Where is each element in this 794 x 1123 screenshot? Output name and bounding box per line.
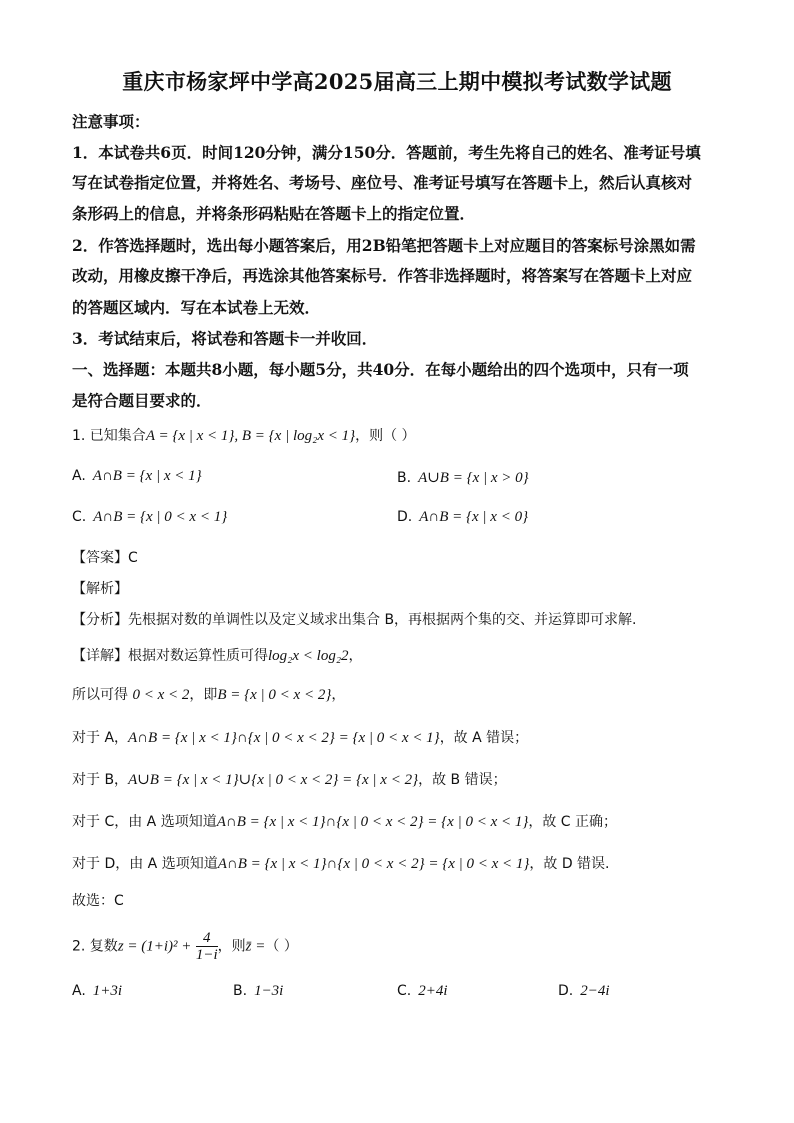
section-heading-cont: 是符合题目要求的．: [72, 391, 212, 410]
q1-answer: 【答案】C: [72, 550, 138, 566]
q1-step-d: 对于 D，由 A 选项知道A∩B = {x | x < 1}∩{x | 0 < x < 2} = {x | 0 < x < 1}，故 D 错误.: [72, 856, 610, 872]
notice-heading: 注意事项：: [72, 112, 150, 131]
q1-option-a: A. A∩B = {x | x < 1}: [72, 468, 202, 484]
q2-fraction: $\frac{4}{1-i}$: [195, 930, 218, 963]
page-title: 重庆市杨家坪中学高2025届高三上期中模拟考试数学试题: [122, 69, 672, 94]
q1-option-c: C. A∩B = {x | 0 < x < 1}: [72, 509, 228, 525]
q1-detail: 【详解】根据对数运算性质可得log₂x < log₂2，: [72, 648, 363, 664]
q1-conclusion: 故选：C: [72, 893, 124, 909]
notice-line: 2．作答选择题时，选出每小题答案后，用2B铅笔把答题卡上对应题目的答案标号涂黑如需: [72, 236, 696, 255]
q1-step-c: 对于 C，由 A 选项知道A∩B = {x | x < 1}∩{x | 0 < x < 2} = {x | 0 < x < 1}，故 C 正确；: [72, 814, 618, 830]
notice-line: 条形码上的信息，并将条形码粘贴在答题卡上的指定位置．: [72, 204, 476, 223]
section-heading: 一、选择题：本题共8小题，每小题5分，共40分．在每小题给出的四个选项中，只有一项: [72, 360, 689, 379]
notice-line: 的答题区域内．写在本试卷上无效．: [72, 298, 321, 317]
q1-step-b: 对于 B，A∪B = {x | x < 1}∪{x | 0 < x < 2} = {x | x < 2}，故 B 错误；: [72, 772, 507, 788]
notice-line: 1．本试卷共6页．时间120分钟，满分150分．答题前，考生先将自己的姓名、准考证号填: [72, 143, 701, 162]
q2-option-b: B. 1−3i: [233, 983, 284, 999]
q2-option-c: C. 2+4i: [397, 983, 448, 999]
notice-line: 写在试卷指定位置，并将姓名、考场号、座位号、准考证号填写在答题卡上，然后认真核对: [72, 173, 693, 192]
notice-line: 3．考试结束后，将试卷和答题卡一并收回．: [72, 329, 378, 348]
question-2-stem: 2. 复数z = (1+i)² + $\frac{4}{1-i}$ ，则z̄ =（ ）: [72, 930, 298, 963]
q1-option-d: D. A∩B = {x | x < 0}: [397, 509, 529, 525]
q1-step-a: 对于 A，A∩B = {x | x < 1}∩{x | 0 < x < 2} = {x | 0 < x < 1}，故 A 错误；: [72, 730, 529, 746]
q1-option-b: B. A∪B = {x | x > 0}: [397, 470, 529, 486]
q2-option-d: D. 2−4i: [558, 983, 610, 999]
q1-fenxi: 【分析】先根据对数的单调性以及定义域求出集合 B，再根据两个集的交、并运算即可求解.: [72, 612, 637, 628]
q2-option-a: A. 1+3i: [72, 983, 123, 999]
q1-sets-math: A = {x | x < 1}, B = {x | log₂x < 1}: [145, 428, 356, 444]
notice-line: 改动，用橡皮擦干净后，再选涂其他答案标号．作答非选择题时，将答案写在答题卡上对应: [72, 266, 693, 285]
q1-so: 所以可得 0 < x < 2，即B = {x | 0 < x < 2}，: [72, 687, 346, 703]
question-1-stem: 1. 已知集合A = {x | x < 1}, B = {x | log₂x < 1}，则（ ）: [72, 428, 416, 444]
q1-analysis-tag: 【解析】: [72, 581, 128, 597]
